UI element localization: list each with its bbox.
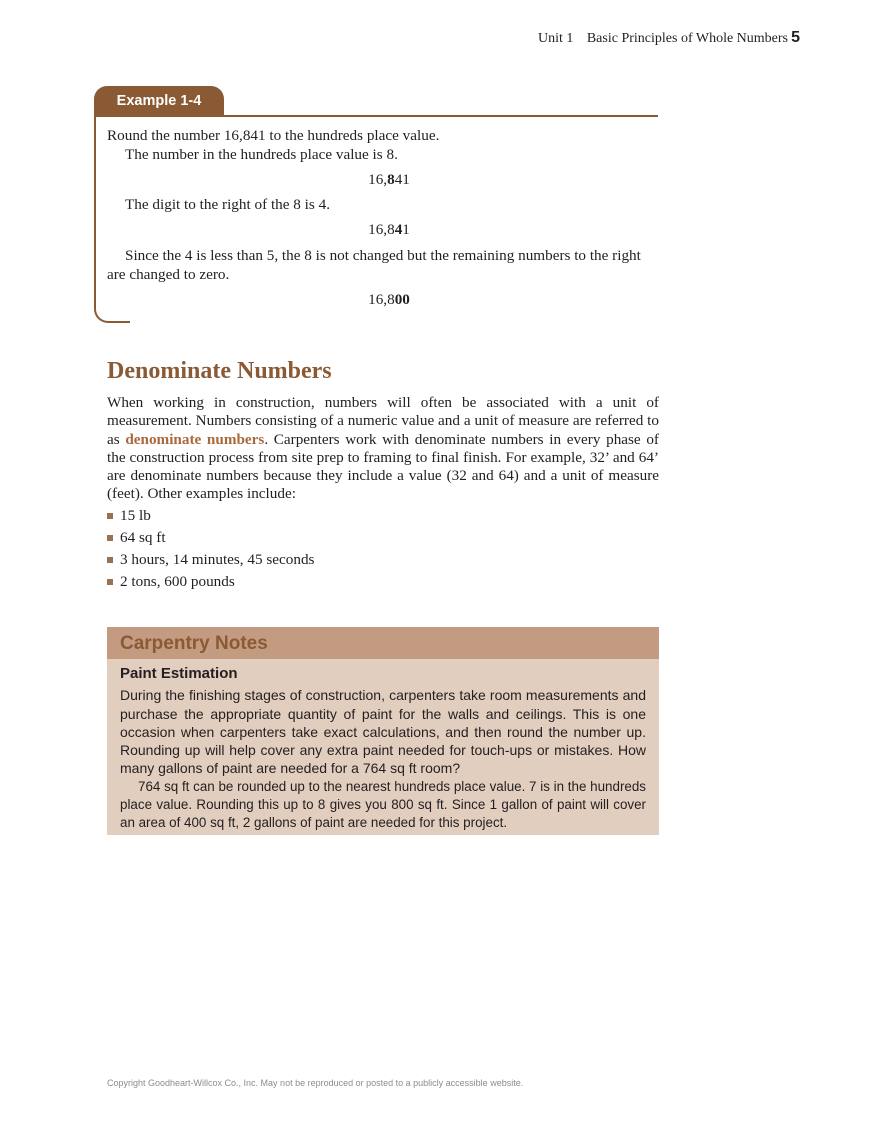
list-item-text: 15 lb	[120, 506, 151, 524]
example-number-3	[107, 290, 659, 309]
example-tab: Example 1-4	[94, 86, 224, 116]
square-bullet-icon	[107, 513, 113, 519]
example-step-2: The digit to the right of the 8 is 4.	[125, 196, 331, 213]
paragraph-text: . Carpenters work with denominate numbers in every phase of the construction process from site prep to framing to final finish. For example, 32’ and 64’ are denominate numbers because they include a value (32 and 64) and a unit of measure (feet). Other examples include:	[107, 430, 659, 503]
example-body	[107, 126, 659, 315]
number-part: 16,8	[368, 291, 395, 308]
number-part: 41	[394, 171, 410, 188]
unit-label: Unit 1	[537, 31, 574, 46]
key-term: denominate numbers	[125, 430, 265, 448]
example-number-1	[107, 170, 659, 189]
section-heading: Denominate Numbers	[107, 358, 332, 384]
square-bullet-icon	[107, 535, 113, 541]
number-highlight: 8	[387, 171, 395, 188]
number-part: 16,8	[368, 221, 395, 238]
notes-paragraph-2: 764 sq ft can be rounded up to the nearest hundreds place value. 7 is in the hundreds place value. Rounding this up to 8 gives you 800 sq ft. Since 1 gallon of paint will cover an area of 400 sq ft, 2 gallons of paint are needed for this project.	[120, 778, 646, 831]
carpentry-notes-box	[107, 627, 659, 835]
list-item	[107, 573, 659, 591]
list-item	[107, 507, 659, 525]
chapter-title: Basic Principles of Whole Numbers	[586, 31, 788, 46]
list-item	[107, 551, 659, 569]
notes-body	[107, 659, 659, 833]
examples-list	[107, 507, 659, 591]
example-number-2	[107, 220, 659, 239]
notes-paragraph-1: During the finishing stages of construction, carpenters take room measurements and purchase the appropriate quantity of paint for the walls and ceilings. This is one occasion when carpenters take exact calculations, and then round the number up. Rounding up will help cover any extra paint needed for touch-ups or mistakes. How many gallons of paint are needed for a 764 sq ft room?	[120, 687, 646, 777]
number-highlight: 00	[394, 291, 410, 308]
square-bullet-icon	[107, 579, 113, 585]
section-body	[107, 394, 659, 595]
section-paragraph	[107, 394, 659, 504]
page-number: 5	[791, 29, 800, 46]
number-part: 1	[402, 221, 410, 238]
paragraph-text: When working in construction, numbers will often be associated with a unit of measurement. Numbers consisting of a numeric value and a unit of measure are referred to as	[107, 394, 659, 448]
list-item	[107, 529, 659, 547]
number-part: 16,	[368, 171, 388, 188]
example-intro: Round the number 16,841 to the hundreds place value.	[107, 127, 440, 144]
running-head	[537, 29, 800, 47]
example-step-3: Since the 4 is less than 5, the 8 is not changed but the remaining numbers to the right are changed to zero.	[107, 247, 641, 283]
notes-subtitle: Paint Estimation	[120, 665, 238, 682]
copyright-footer: Copyright Goodheart-Willcox Co., Inc. May not be reproduced or posted to a publicly accessible website.	[107, 1078, 524, 1088]
number-highlight: 4	[394, 221, 403, 238]
example-step-1: The number in the hundreds place value is 8.	[125, 146, 398, 163]
square-bullet-icon	[107, 557, 113, 563]
list-item-text: 3 hours, 14 minutes, 45 seconds	[120, 550, 315, 568]
list-item-text: 2 tons, 600 pounds	[120, 572, 235, 590]
list-item-text: 64 sq ft	[120, 528, 166, 546]
example-top-rule	[94, 115, 658, 117]
notes-title: Carpentry Notes	[107, 627, 659, 659]
